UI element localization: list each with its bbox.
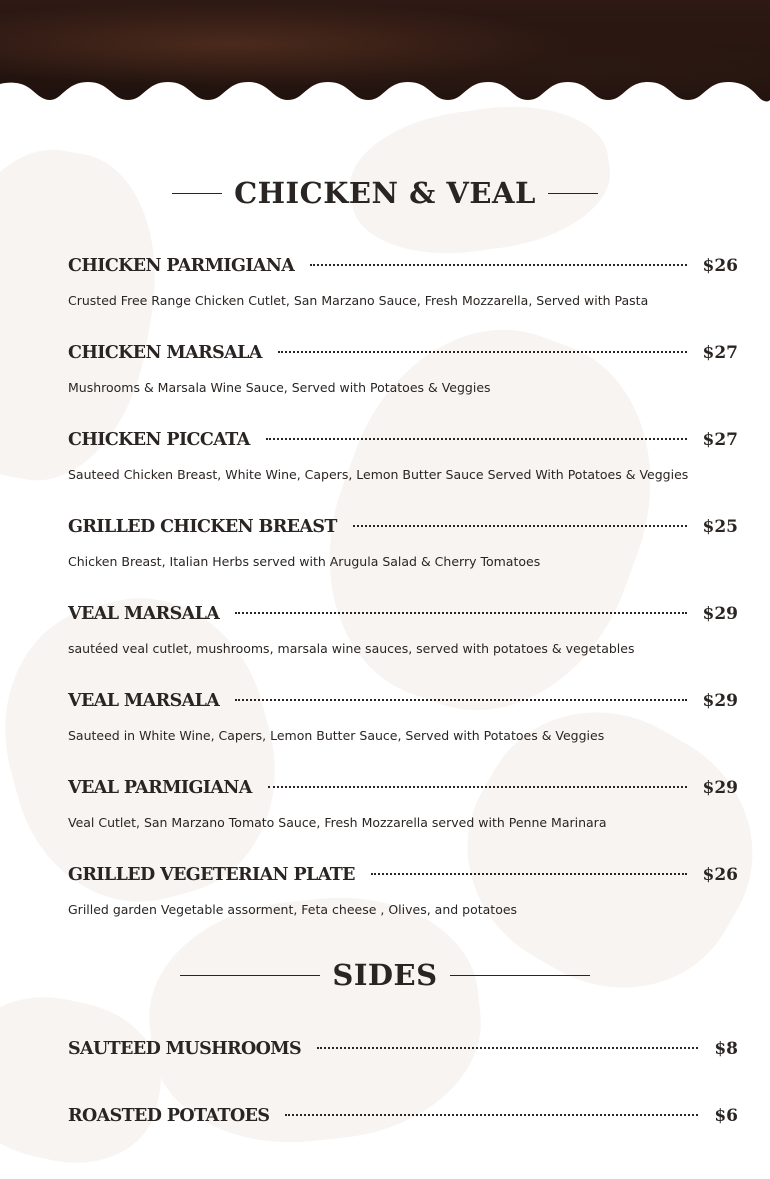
menu-item xyxy=(68,430,738,482)
item-price: $26 xyxy=(702,256,738,276)
item-name: VEAL PARMIGIANA xyxy=(68,778,252,798)
item-name: VEAL MARSALA xyxy=(68,604,220,624)
dotted-leader xyxy=(268,786,687,788)
item-name: GRILLED CHICKEN BREAST xyxy=(68,517,337,537)
dotted-leader xyxy=(235,699,686,701)
menu-item xyxy=(68,256,738,308)
dotted-leader xyxy=(353,525,687,527)
item-name: GRILLED VEGETERIAN PLATE xyxy=(68,865,355,885)
section-heading: CHICKEN & VEAL xyxy=(234,176,536,210)
dotted-leader xyxy=(278,351,687,353)
menu-item xyxy=(68,865,738,917)
item-name: ROASTED POTATOES xyxy=(68,1106,270,1126)
title-rule-right xyxy=(450,975,590,976)
dotted-leader xyxy=(371,873,687,875)
dotted-leader xyxy=(235,612,686,614)
item-description: Grilled garden Vegetable assorment, Feta cheese , Olives, and potatoes xyxy=(68,902,518,917)
menu-item xyxy=(68,778,738,830)
menu-item xyxy=(68,1106,738,1126)
dotted-leader xyxy=(285,1114,698,1116)
item-name: VEAL MARSALA xyxy=(68,691,220,711)
menu-item xyxy=(68,343,738,395)
item-price: $6 xyxy=(714,1106,738,1126)
item-price: $25 xyxy=(702,517,738,537)
item-description: sautéed veal cutlet, mushrooms, marsala wine sauces, served with potatoes & vegetables xyxy=(68,641,635,656)
title-rule-left xyxy=(180,975,320,976)
item-name: CHICKEN PICCATA xyxy=(68,430,250,450)
item-price: $26 xyxy=(702,865,738,885)
menu-item xyxy=(68,691,738,743)
section-title-sides xyxy=(0,958,770,992)
item-price: $29 xyxy=(702,604,738,624)
title-rule-left xyxy=(172,193,222,194)
menu-item xyxy=(68,1039,738,1059)
dotted-leader xyxy=(310,264,686,266)
item-price: $29 xyxy=(702,778,738,798)
item-name: SAUTEED MUSHROOMS xyxy=(68,1039,302,1059)
item-description: Crusted Free Range Chicken Cutlet, San Marzano Sauce, Fresh Mozzarella, Served with Pasta xyxy=(68,293,649,308)
item-description: Veal Cutlet, San Marzano Tomato Sauce, Fresh Mozzarella served with Penne Marinara xyxy=(68,815,607,830)
dotted-leader xyxy=(317,1047,698,1049)
item-description: Mushrooms & Marsala Wine Sauce, Served with Potatoes & Veggies xyxy=(68,380,491,395)
section-heading: SIDES xyxy=(332,958,438,992)
item-name: CHICKEN PARMIGIANA xyxy=(68,256,295,276)
item-description: Chicken Breast, Italian Herbs served with Arugula Salad & Cherry Tomatoes xyxy=(68,554,541,569)
item-price: $8 xyxy=(714,1039,738,1059)
menu-item xyxy=(68,604,738,656)
item-price: $27 xyxy=(702,430,738,450)
dotted-leader xyxy=(266,438,687,440)
item-description: Sauteed Chicken Breast, White Wine, Capers, Lemon Butter Sauce Served With Potatoes & Veggies xyxy=(68,467,689,482)
item-price: $27 xyxy=(702,343,738,363)
section-title-chicken-veal xyxy=(0,176,770,210)
item-price: $29 xyxy=(702,691,738,711)
item-name: CHICKEN MARSALA xyxy=(68,343,262,363)
title-rule-right xyxy=(548,193,598,194)
item-description: Sauteed in White Wine, Capers, Lemon Butter Sauce, Served with Potatoes & Veggies xyxy=(68,728,605,743)
menu-item xyxy=(68,517,738,569)
